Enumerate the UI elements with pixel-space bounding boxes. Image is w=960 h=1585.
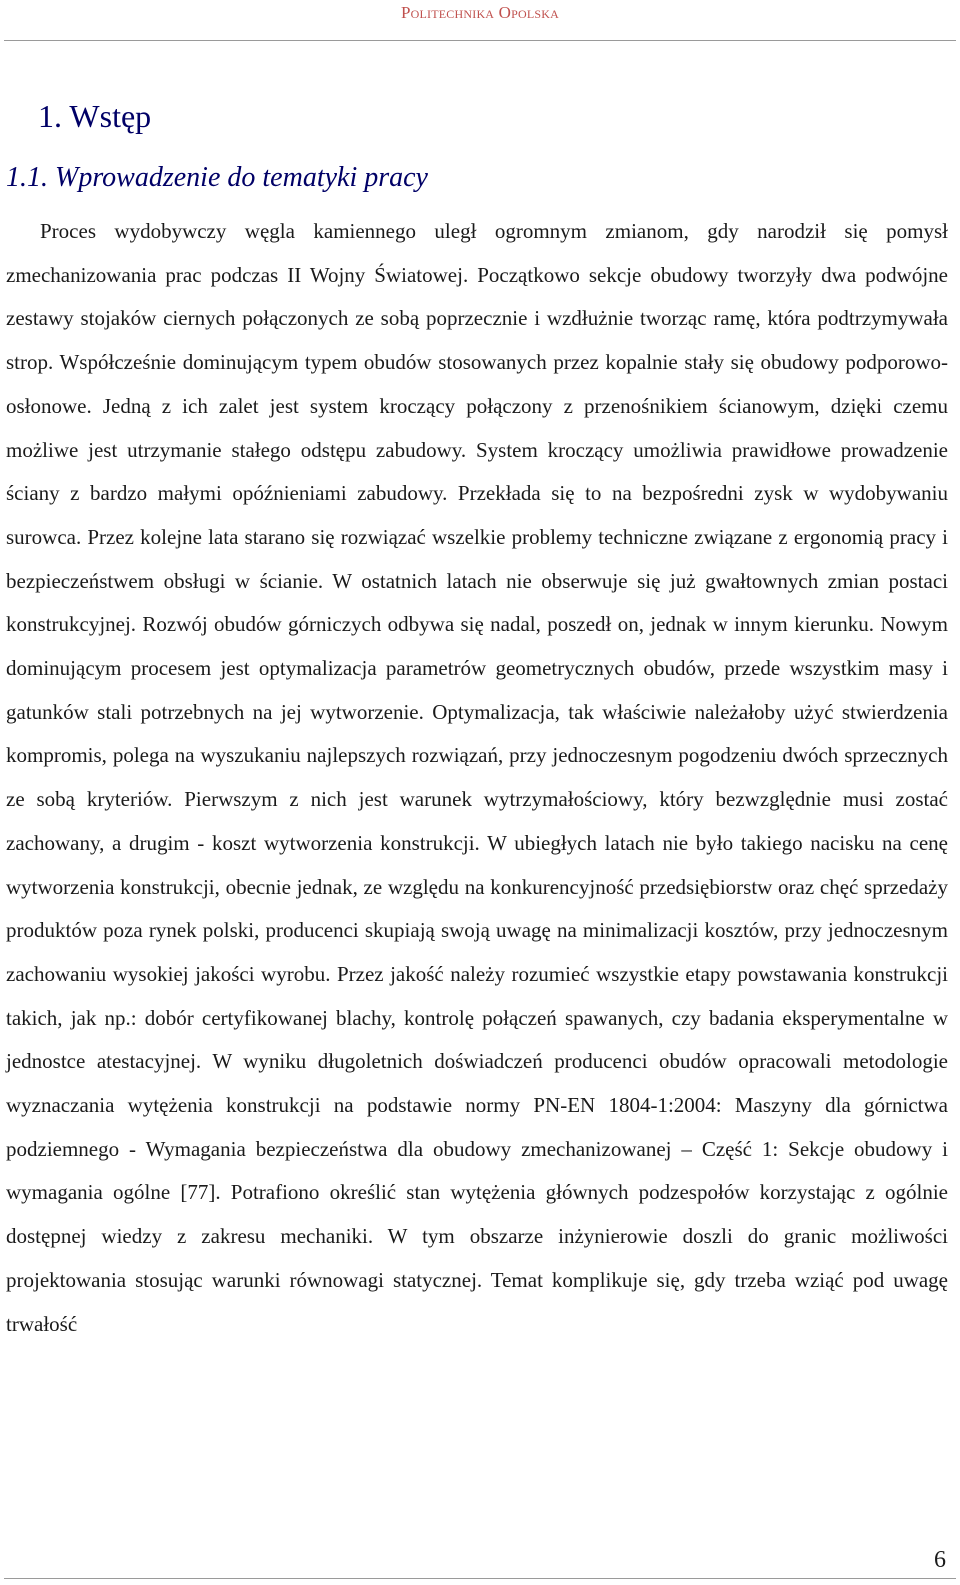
page-number: 6 [934, 1547, 946, 1573]
header-divider [4, 40, 956, 41]
section-title: 1.1. Wprowadzenie do tematyki pracy [6, 162, 428, 193]
running-header: Politechnika Opolska [401, 3, 559, 22]
footer-divider [4, 1578, 956, 1579]
body-paragraph: Proces wydobywczy węgla kamiennego uległ ogromnym zmianom, gdy narodził się pomysł zmechanizowania prac podczas II Wojny Światowej. Początkowo sekcje obudowy tworzyły dwa podwójne zestawy stojaków ciernych połączonych ze sobą poprzecznie i wzdłużnie tworząc ramę, która podtrzymywała strop. Współcześnie dominującym typem obudów stosowanych przez kopalnie stały się obudowy podporowo-osłonowe. Jedną z ich zalet jest system kroczący połączony z przenośnikiem ścianowym, dzięki czemu możliwe jest utrzymanie stałego odstępu zabudowy. System kroczący umożliwia prawidłowe prowadzenie ściany z bardzo małymi opóźnieniami zabudowy. Przekłada się to na bezpośredni zysk w wydobywaniu surowca. Przez kolejne lata starano się rozwiązać wszelkie problemy techniczne związane z ergonomią pracy i bezpieczeństwem obsługi w ścianie. W ostatnich latach nie obserwuje się już gwałtownych zmian postaci konstrukcyjnej. Rozwój obudów górniczych odbywa się nadal, poszedł on, jednak w innym kierunku. Nowym dominującym procesem jest optymalizacja parametrów geometrycznych obudów, przede wszystkim masy i gatunków stali potrzebnych na jej wytworzenie. Optymalizacja, tak właściwie należałoby użyć stwierdzenia kompromis, polega na wyszukaniu najlepszych rozwiązań, przy jednoczesnym pogodzeniu dwóch sprzecznych ze sobą kryteriów. Pierwszym z nich jest warunek wytrzymałościowy, który bezwzględnie musi zostać zachowany, a drugim - koszt wytworzenia konstrukcji. W ubiegłych latach nie było takiego nacisku na cenę wytworzenia konstrukcji, obecnie jednak, ze względu na konkurencyjność przedsiębiorstw oraz chęć sprzedaży produktów poza rynek polski, producenci skupiają swoją uwagę na minimalizacji kosztów, przy jednoczesnym zachowaniu wysokiej jakości wyrobu. Przez jakość należy rozumieć wszystkie etapy powstawania konstrukcji takich, jak np.: dobór certyfikowanej blachy, kontrolę połączeń spawanych, czy badania eksperymentalne w jednostce atestacyjnej. W wyniku długoletnich doświadczeń producenci obudów opracowali metodologie wyznaczania wytężenia konstrukcji na podstawie normy PN-EN 1804-1:2004: Maszyny dla górnictwa podziemnego - Wymagania bezpieczeństwa dla obudowy zmechanizowanej – Część 1: Sekcje obudowy i wymagania ogólne [77]. Potrafiono określić stan wytężenia głównych podzespołów korzystając z ogólnie dostępnej wiedzy z zakresu mechaniki. W tym obszarze inżynierowie doszli do granic możliwości projektowania stosując warunki równowagi statycznej. Temat komplikuje się, gdy trzeba wziąć pod uwagę trwałość [6, 219, 948, 1336]
chapter-title: 1. Wstęp [38, 98, 152, 134]
